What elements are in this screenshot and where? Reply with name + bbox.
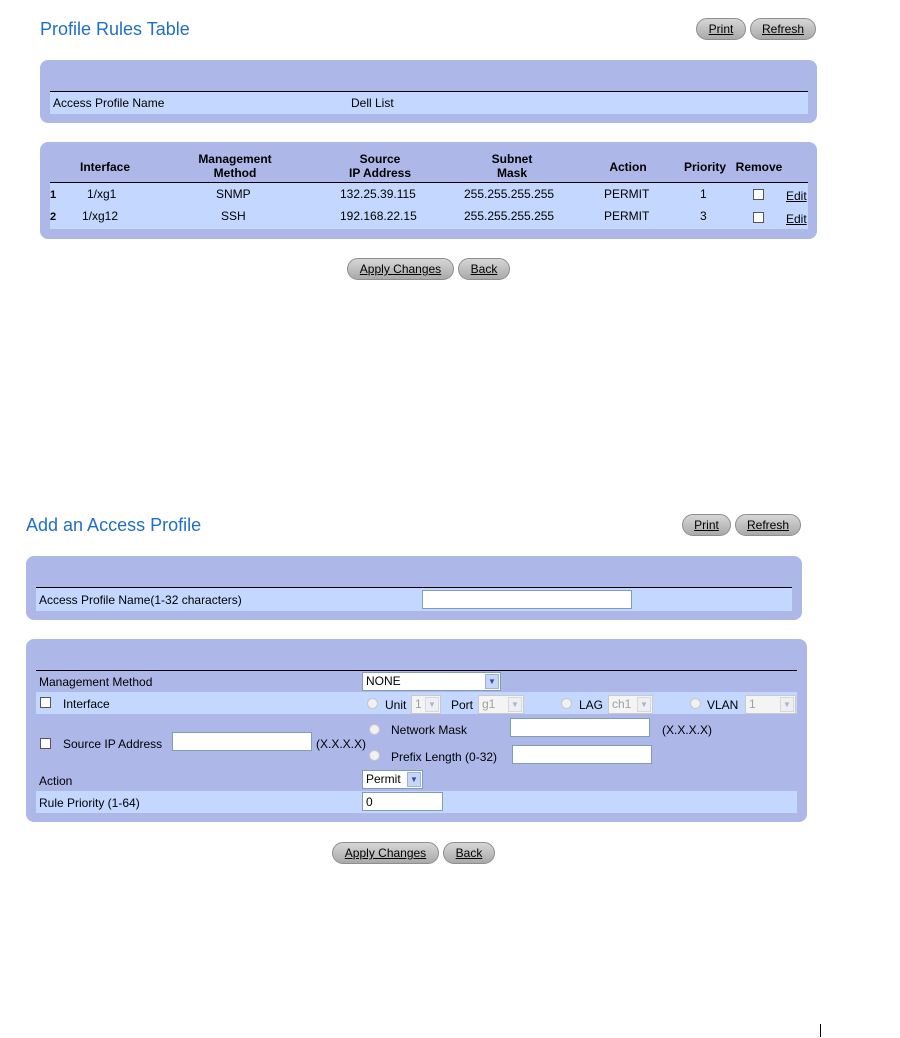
col-subnet-mask: Subnet Mask	[491, 152, 533, 180]
row-interface: 1/xg1	[87, 187, 117, 201]
interface-label: Interface	[63, 697, 110, 711]
back-button[interactable]: Back	[458, 258, 510, 280]
lag-select[interactable]: ch1 ▼	[608, 695, 653, 714]
row-priority: 1	[700, 187, 707, 201]
chevron-down-icon: ▼	[425, 697, 439, 712]
prefix-length-label: Prefix Length (0-32)	[391, 750, 498, 764]
port-label: Port	[451, 698, 474, 712]
refresh-button[interactable]: Refresh	[750, 18, 816, 40]
row-index: 2	[50, 211, 57, 223]
network-mask-input[interactable]	[510, 718, 650, 737]
profile-name-label: Access Profile Name	[53, 96, 165, 110]
row-subnet-mask: 255.255.255.255	[464, 187, 555, 201]
vlan-select[interactable]: 1 ▼	[745, 695, 796, 714]
chevron-down-icon: ▼	[637, 697, 651, 712]
source-ip-input[interactable]	[172, 732, 312, 751]
rule-priority-input[interactable]	[362, 792, 443, 811]
source-ip-checkbox[interactable]	[40, 738, 51, 749]
remove-checkbox[interactable]	[753, 189, 764, 200]
profile-name-label: Access Profile Name(1-32 characters)	[39, 593, 242, 607]
col-action: Action	[609, 160, 647, 174]
row-subnet-mask: 255.255.255.255	[464, 209, 555, 223]
lag-label: LAG	[579, 698, 604, 712]
row-priority: 3	[700, 209, 707, 223]
apply-changes-button[interactable]: Apply Changes	[332, 842, 439, 864]
row-method: SNMP	[216, 187, 251, 201]
interface-checkbox[interactable]	[40, 697, 51, 708]
network-mask-hint: (X.X.X.X)	[662, 723, 713, 737]
action-select[interactable]: Permit ▼	[362, 770, 423, 789]
vlan-radio[interactable]	[690, 698, 701, 709]
edit-link[interactable]: Edit	[786, 212, 807, 226]
col-interface: Interface	[79, 160, 131, 174]
prefix-length-input[interactable]	[512, 745, 652, 764]
page-title: Profile Rules Table	[40, 19, 190, 39]
profile-name-value: Dell List	[351, 96, 394, 110]
vlan-label: VLAN	[707, 698, 739, 712]
prefix-length-radio[interactable]	[369, 750, 380, 761]
row-action: PERMIT	[604, 209, 650, 223]
back-button[interactable]: Back	[443, 842, 495, 864]
lag-radio[interactable]	[561, 698, 572, 709]
chevron-down-icon: ▼	[485, 674, 499, 689]
unit-label: Unit	[385, 698, 407, 712]
print-button[interactable]: Print	[696, 18, 746, 40]
unit-port-radio[interactable]	[367, 698, 378, 709]
page-marker	[820, 1024, 821, 1037]
chevron-down-icon: ▼	[780, 697, 794, 712]
chevron-down-icon: ▼	[508, 697, 522, 712]
col-source-ip: Source IP Address	[348, 152, 412, 180]
action-label: Action	[39, 774, 73, 788]
col-remove: Remove	[735, 160, 783, 174]
port-select[interactable]: g1 ▼	[478, 695, 524, 714]
row-method: SSH	[221, 209, 246, 223]
chevron-down-icon: ▼	[407, 772, 421, 787]
network-mask-radio[interactable]	[369, 724, 380, 735]
col-priority: Priority	[683, 160, 726, 174]
unit-select[interactable]: 1 ▼	[411, 695, 441, 714]
refresh-button[interactable]: Refresh	[735, 514, 801, 536]
page-title: Add an Access Profile	[26, 515, 202, 535]
row-interface: 1/xg12	[82, 209, 119, 223]
source-ip-label: Source IP Address	[63, 737, 163, 751]
network-mask-label: Network Mask	[391, 723, 468, 737]
remove-checkbox[interactable]	[753, 212, 764, 223]
edit-link[interactable]: Edit	[786, 189, 807, 203]
profile-name-input[interactable]	[422, 590, 632, 609]
rule-priority-label: Rule Priority (1-64)	[39, 796, 140, 810]
divider	[36, 670, 797, 671]
apply-changes-button[interactable]: Apply Changes	[347, 258, 454, 280]
row-source-ip: 192.168.22.15	[340, 209, 417, 223]
rules-table-body	[50, 183, 808, 229]
col-method: Management Method	[198, 152, 272, 180]
row-index: 1	[50, 189, 57, 201]
row-action: PERMIT	[604, 187, 650, 201]
print-button[interactable]: Print	[682, 514, 731, 536]
management-method-select[interactable]: NONE ▼	[362, 672, 501, 691]
row-source-ip: 132.25.39.115	[340, 187, 416, 201]
source-ip-hint: (X.X.X.X)	[316, 737, 367, 751]
management-method-label: Management Method	[39, 675, 153, 689]
